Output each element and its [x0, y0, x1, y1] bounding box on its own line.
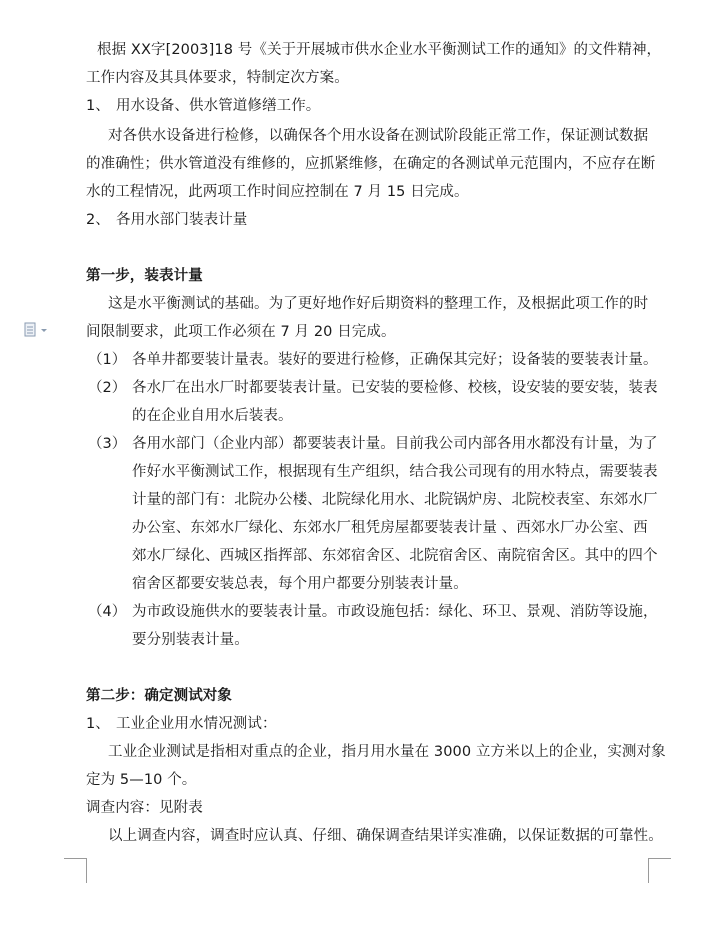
paragraph-options-icon[interactable] [24, 322, 52, 338]
step-2-item-1-number: 1、 [86, 716, 110, 732]
step-2-body-line-1: 工业企业测试是指相对重点的企业，指月用水量在 3000 立方米以上的企业，实测对象 [108, 744, 666, 760]
intro-line-1: 根据 XX字[2003]18 号《关于开展城市供水企业水平衡测试工作的通知》的文件精神， [97, 42, 662, 58]
step-2-item-1-title: 工业企业用水情况测试： [116, 716, 277, 732]
step-1-item-3-line-3: 计量的部门有：北院办公楼、北院绿化用水、北院锅炉房、北院校表室、东郊水厂 [132, 492, 658, 508]
step-1-item-2-line-2: 的在企业自用水后装表。 [132, 408, 293, 424]
step-1-item-3-line-1: 各用水部门（企业内部）都要装表计量。目前我公司内部各用水都没有计量，为了 [132, 436, 658, 452]
step-1-item-4-line-2: 要分别装表计量。 [132, 632, 249, 648]
margin-corner-bottom-right [648, 858, 671, 883]
item-1-number: 1、 [86, 98, 110, 114]
margin-corner-bottom-left [64, 858, 87, 883]
step-1-item-3-line-6: 宿舍区都要安装总表，每个用户都要分别装表计量。 [132, 576, 468, 592]
item-2-number: 2、 [86, 212, 110, 228]
step-1-item-3-line-4: 办公室、东郊水厂绿化、东郊水厂租凭房屋都要装表计量 、西郊水厂办公室、西 [132, 520, 648, 536]
step-1-intro-line-1: 这是水平衡测试的基础。为了更好地作好后期资料的整理工作，及根据此项工作的时 [108, 296, 649, 312]
step-1-heading: 第一步，装表计量 [86, 268, 203, 284]
closing-line: 以上调查内容，调查时应认真、仔细、确保调查结果详实准确，以保证数据的可靠性。 [108, 828, 663, 844]
item-1-title: 用水设备、供水管道修缮工作。 [116, 98, 321, 114]
item-1-body-line-2: 的准确性；供水管道没有维修的，应抓紧维修，在确定的各测试单元范围内，不应存在断 [86, 156, 656, 172]
step-1-item-3-line-5: 郊水厂绿化、西城区指挥部、东郊宿舍区、北院宿舍区、南院宿舍区。其中的四个 [132, 548, 658, 564]
intro-line-2: 工作内容及其具体要求，特制定次方案。 [86, 70, 349, 86]
item-2-title: 各用水部门装表计量 [116, 212, 248, 228]
step-1-item-4-line-1: 为市政设施供水的要装表计量。市政设施包括：绿化、环卫、景观、消防等设施， [132, 604, 658, 620]
step-1-item-1-line-1: 各单井都要装计量表。装好的要进行检修，正确保其完好；设备装的要装表计量。 [132, 352, 658, 368]
step-2-body-line-2: 定为 5—10 个。 [86, 772, 197, 788]
step-1-item-2-line-1: 各水厂在出水厂时都要装表计量。已安装的要检修、校核，设安装的要安装，装表 [132, 380, 658, 396]
step-1-item-4-number: （4） [88, 604, 127, 620]
survey-content-line: 调查内容：见附表 [86, 800, 203, 816]
step-1-item-3-number: （3） [88, 436, 127, 452]
step-1-item-2-number: （2） [88, 380, 127, 396]
step-2-heading: 第二步：确定测试对象 [86, 688, 232, 704]
step-1-item-3-line-2: 作好水平衡测试工作，根据现有生产组织，结合我公司现有的用水特点，需要装表 [132, 464, 658, 480]
item-1-body-line-3: 水的工程情况，此两项工作时间应控制在 7 月 15 日完成。 [86, 184, 469, 200]
step-1-intro-line-2: 间限制要求，此项工作必须在 7 月 20 日完成。 [86, 324, 396, 340]
step-1-item-1-number: （1） [88, 352, 127, 368]
item-1-body-line-1: 对各供水设备进行检修，以确保各个用水设备在测试阶段能正常工作，保证测试数据 [108, 128, 649, 144]
